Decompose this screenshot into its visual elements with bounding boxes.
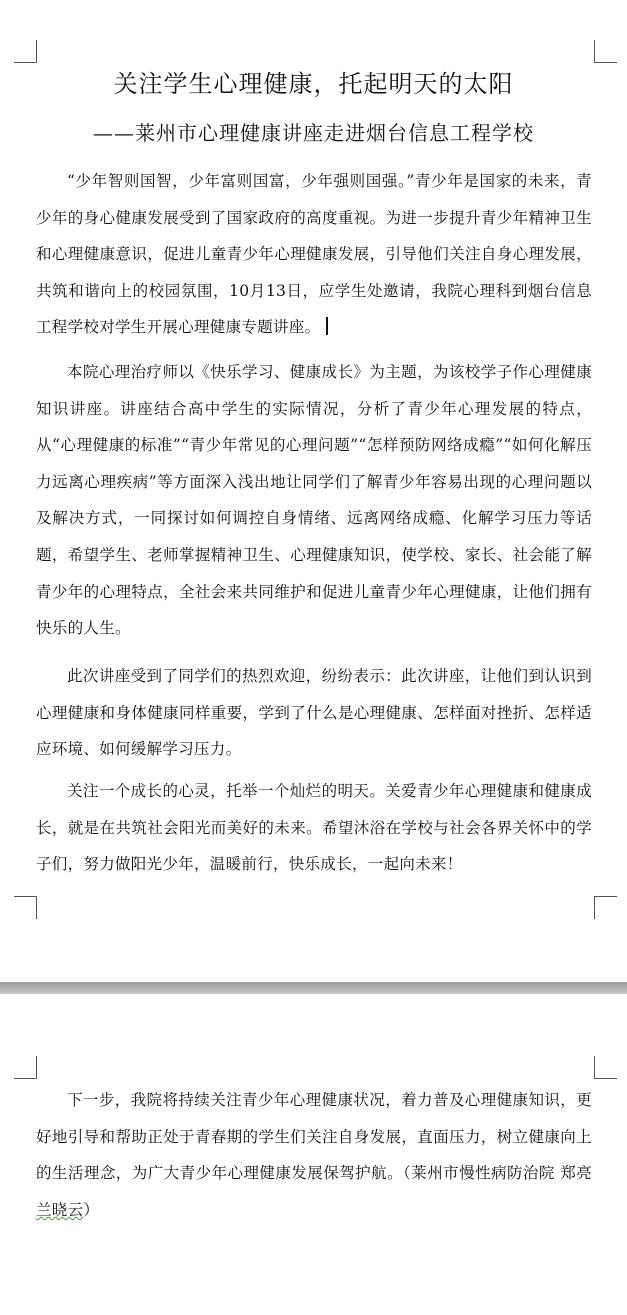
spellcheck-flagged-name[interactable]: 兰晓云	[36, 1200, 84, 1219]
paragraph-5-text: 下一步，我院将持续关注青少年心理健康状况，着力普及心理健康知识，更好地引导和帮助正处于青春期的学生们关注自身发展，直面压力，树立健康向上的生活理念，为广大青少年心理健康发展保驾护航。（莱州市慢性病防治院 郑亮	[36, 1091, 592, 1183]
paragraph-3: 此次讲座受到了同学们的热烈欢迎，纷纷表示：此次讲座，让他们到认识到心理健康和身体健康同样重要，学到了什么是心理健康、怎样面对挫折、怎样适应环境、如何缓解学习压力。	[36, 667, 592, 759]
paragraph-4: 关注一个成长的心灵，托举一个灿烂的明天。关爱青少年心理健康和健康成长，就是在共筑社会阳光而美好的未来。希望沐浴在学校与社会各界关怀中的学子们，努力做阳光少年，温暖前行，快乐成长，一起向未来！	[36, 782, 592, 874]
document-subtitle: ——莱州市心理健康讲座走进烟台信息工程学校	[93, 121, 534, 145]
paragraph-5	[36, 1082, 592, 1228]
paragraph-1-text: “少年智则国智，少年富则国富，少年强则国强。”青少年是国家的未来，青少年的身心健康发展受到了国家政府的高度重视。为进一步提升青少年精神卫生和心理健康意识，促进儿童青少年心理健康发展，引导他们关注自身心理发展，共筑和谐向上的校园氛围，10月13日，应学生处邀请，我院心理科到烟台信息工程学校对学生开展心理健康专题讲座。	[36, 172, 592, 337]
margin-mark-top-left	[14, 40, 37, 63]
margin-mark-top-right	[594, 40, 617, 63]
document-title: 关注学生心理健康，托起明天的太阳	[113, 70, 514, 98]
page-break-gap	[0, 982, 627, 994]
text-cursor	[326, 317, 328, 335]
document-page-2[interactable]	[0, 994, 627, 1315]
paragraph-1	[36, 163, 592, 346]
paragraph-5-close: ）	[83, 1200, 100, 1219]
margin-mark-top-left	[14, 1056, 37, 1079]
paragraph-2: 本院心理治疗师以《快乐学习、健康成长》为主题，为该校学子作心理健康知识讲座。讲座结合高中学生的实际情况，分析了青少年心理发展的特点，从“心理健康的标准”“青少年常见的心理问题”“怎样预防网络成瘾”“如何化解压力远离心理疾病”等方面深入浅出地让同学们了解青少年容易出现的心理问题以及解决方式，一同探讨如何调控自身情绪、远离网络成瘾、化解学习压力等话题，希望学生、老师掌握精神卫生、心理健康知识，使学校、家长、社会能了解青少年的心理特点，全社会来共同维护和促进儿童青少年心理健康，让他们拥有快乐的人生。	[36, 363, 592, 638]
margin-mark-bottom-right	[594, 896, 617, 919]
margin-mark-top-right	[594, 1056, 617, 1079]
margin-mark-bottom-left	[14, 896, 37, 919]
